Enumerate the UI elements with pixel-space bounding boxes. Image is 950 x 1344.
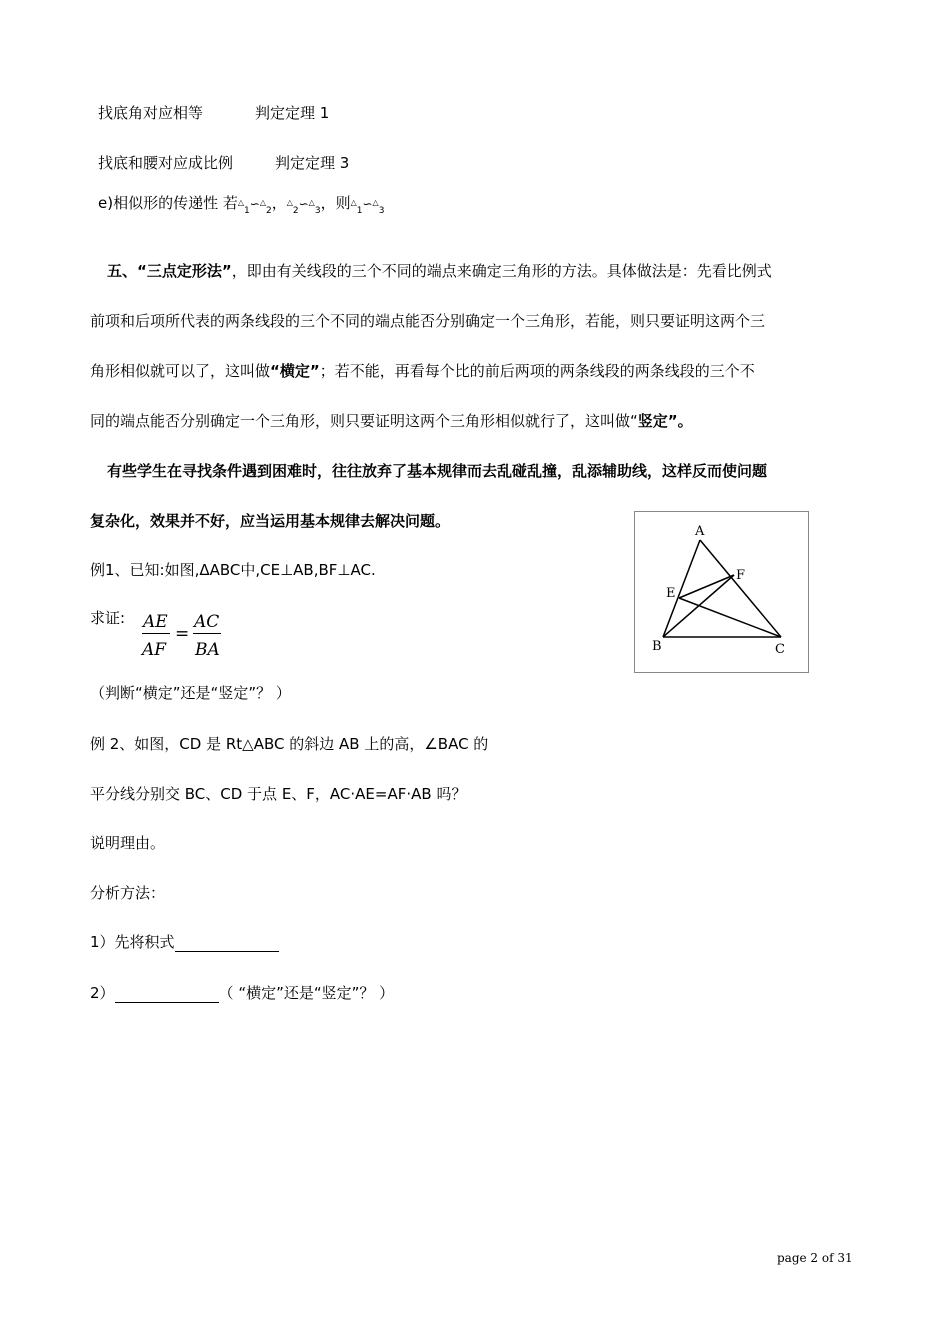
subscript: 3 — [378, 206, 385, 216]
page-number: page 2 of 31 — [777, 1251, 853, 1265]
fraction1-numerator: AE — [143, 612, 168, 632]
step-text: （ “横定”还是“竖定”？ ） — [218, 984, 395, 1002]
advice-bold-line2: 复杂化，效果并不好，应当运用基本规律去解决问题。 — [90, 512, 451, 530]
example1-prove-label: 求证: — [90, 609, 126, 627]
paragraph-text: 前项和后项所代表的两条线段的三个不同的端点能否分别确定一个三角形，若能，则只要证明这两个三 — [90, 312, 766, 330]
transitivity-text: e)相似形的传递性 若 — [98, 194, 238, 212]
fraction1-denominator: AF — [142, 640, 167, 660]
similar-symbol: ∽ — [298, 197, 309, 211]
criterion-text: 找底和腰对应成比例 — [98, 154, 234, 172]
transitivity-line — [98, 193, 384, 216]
example2-line2: 平分线分别交 BC、CD 于点 E、F，AC·AE=AF·AB 吗？ — [90, 785, 467, 803]
example2-line1: 例 2、如图，CD 是 Rt△ABC 的斜边 AB 上的高，∠BAC 的 — [90, 735, 489, 753]
triangle-symbol: △ — [286, 198, 293, 207]
fill-blank-1 — [175, 935, 279, 952]
then-text: ，则 — [320, 194, 351, 212]
subscript: 1 — [244, 206, 250, 216]
paragraph-text: ；若不能，再看每个比的前后两项的两条线段的两条线段的三个不 — [319, 362, 755, 380]
example1-question: （判断“横定”还是“竖定”？ ） — [90, 684, 291, 702]
triangle-symbol: △ — [372, 198, 379, 207]
vertical-method-term: 竖定”。 — [637, 412, 693, 430]
fraction1-bar — [142, 633, 170, 634]
paragraph-text: 角形相似就可以了，这叫做 — [90, 362, 271, 380]
label-A: A — [695, 524, 705, 539]
similar-symbol: ∽ — [362, 197, 373, 211]
triangle-symbol: △ — [308, 198, 315, 207]
analysis-label: 分析方法： — [90, 884, 166, 902]
analysis-step1 — [90, 932, 279, 952]
label-B: B — [652, 639, 662, 654]
similar-symbol: ∽ — [249, 197, 260, 211]
section5-paragraph-line1 — [107, 261, 772, 281]
example2-line3: 说明理由。 — [90, 834, 166, 852]
theorem-label: 判定定理 3 — [275, 154, 350, 172]
criterion-base-legs — [98, 153, 349, 173]
comma: ， — [271, 194, 287, 212]
criterion-text: 找底角对应相等 — [98, 104, 204, 122]
triangle-diagram — [634, 511, 809, 673]
section5-paragraph-line3 — [90, 361, 755, 381]
fraction2-denominator: BA — [195, 640, 220, 660]
subscript: 1 — [356, 206, 363, 216]
fill-blank-2 — [115, 986, 219, 1003]
fraction2-numerator: AC — [194, 612, 220, 632]
advice-bold-line1: 有些学生在寻找条件遇到困难时，往往放弃了基本规律而去乱碰乱撞，乱添辅助线，这样反而使问题 — [107, 462, 768, 480]
theorem-label: 判定定理 1 — [255, 104, 330, 122]
section5-paragraph-line2 — [90, 311, 765, 331]
equals-sign: = — [175, 624, 190, 644]
triangle-symbol: △ — [237, 198, 245, 207]
section5-heading: 五、“三点定形法” — [107, 262, 232, 280]
paragraph-text: 同的端点能否分别确定一个三角形，则只要证明这两个三角形相似就行了，这叫做“ — [90, 412, 638, 430]
example1-given: 例1、已知:如图,ΔABC中,CE⊥AB,BF⊥AC. — [90, 561, 376, 579]
analysis-step2 — [90, 983, 394, 1003]
step-text: 1）先将积式 — [90, 933, 175, 951]
paragraph-text: ，即由有关线段的三个不同的端点来确定三角形的方法。具体做法是：先看比例式 — [231, 262, 772, 280]
subscript: 2 — [292, 206, 299, 216]
subscript: 3 — [314, 206, 321, 216]
subscript: 2 — [265, 206, 272, 216]
label-F: F — [736, 568, 746, 583]
horizontal-method-term: “横定” — [270, 362, 320, 380]
triangle-figure — [634, 511, 809, 673]
label-E: E — [666, 586, 676, 601]
label-C: C — [775, 642, 785, 657]
step-text: 2） — [90, 984, 115, 1002]
criterion-base-angles — [98, 103, 329, 123]
section5-paragraph-line4 — [90, 411, 693, 431]
triangle-symbol: △ — [259, 198, 266, 207]
triangle-symbol: △ — [350, 198, 357, 207]
fraction2-bar — [193, 633, 221, 634]
